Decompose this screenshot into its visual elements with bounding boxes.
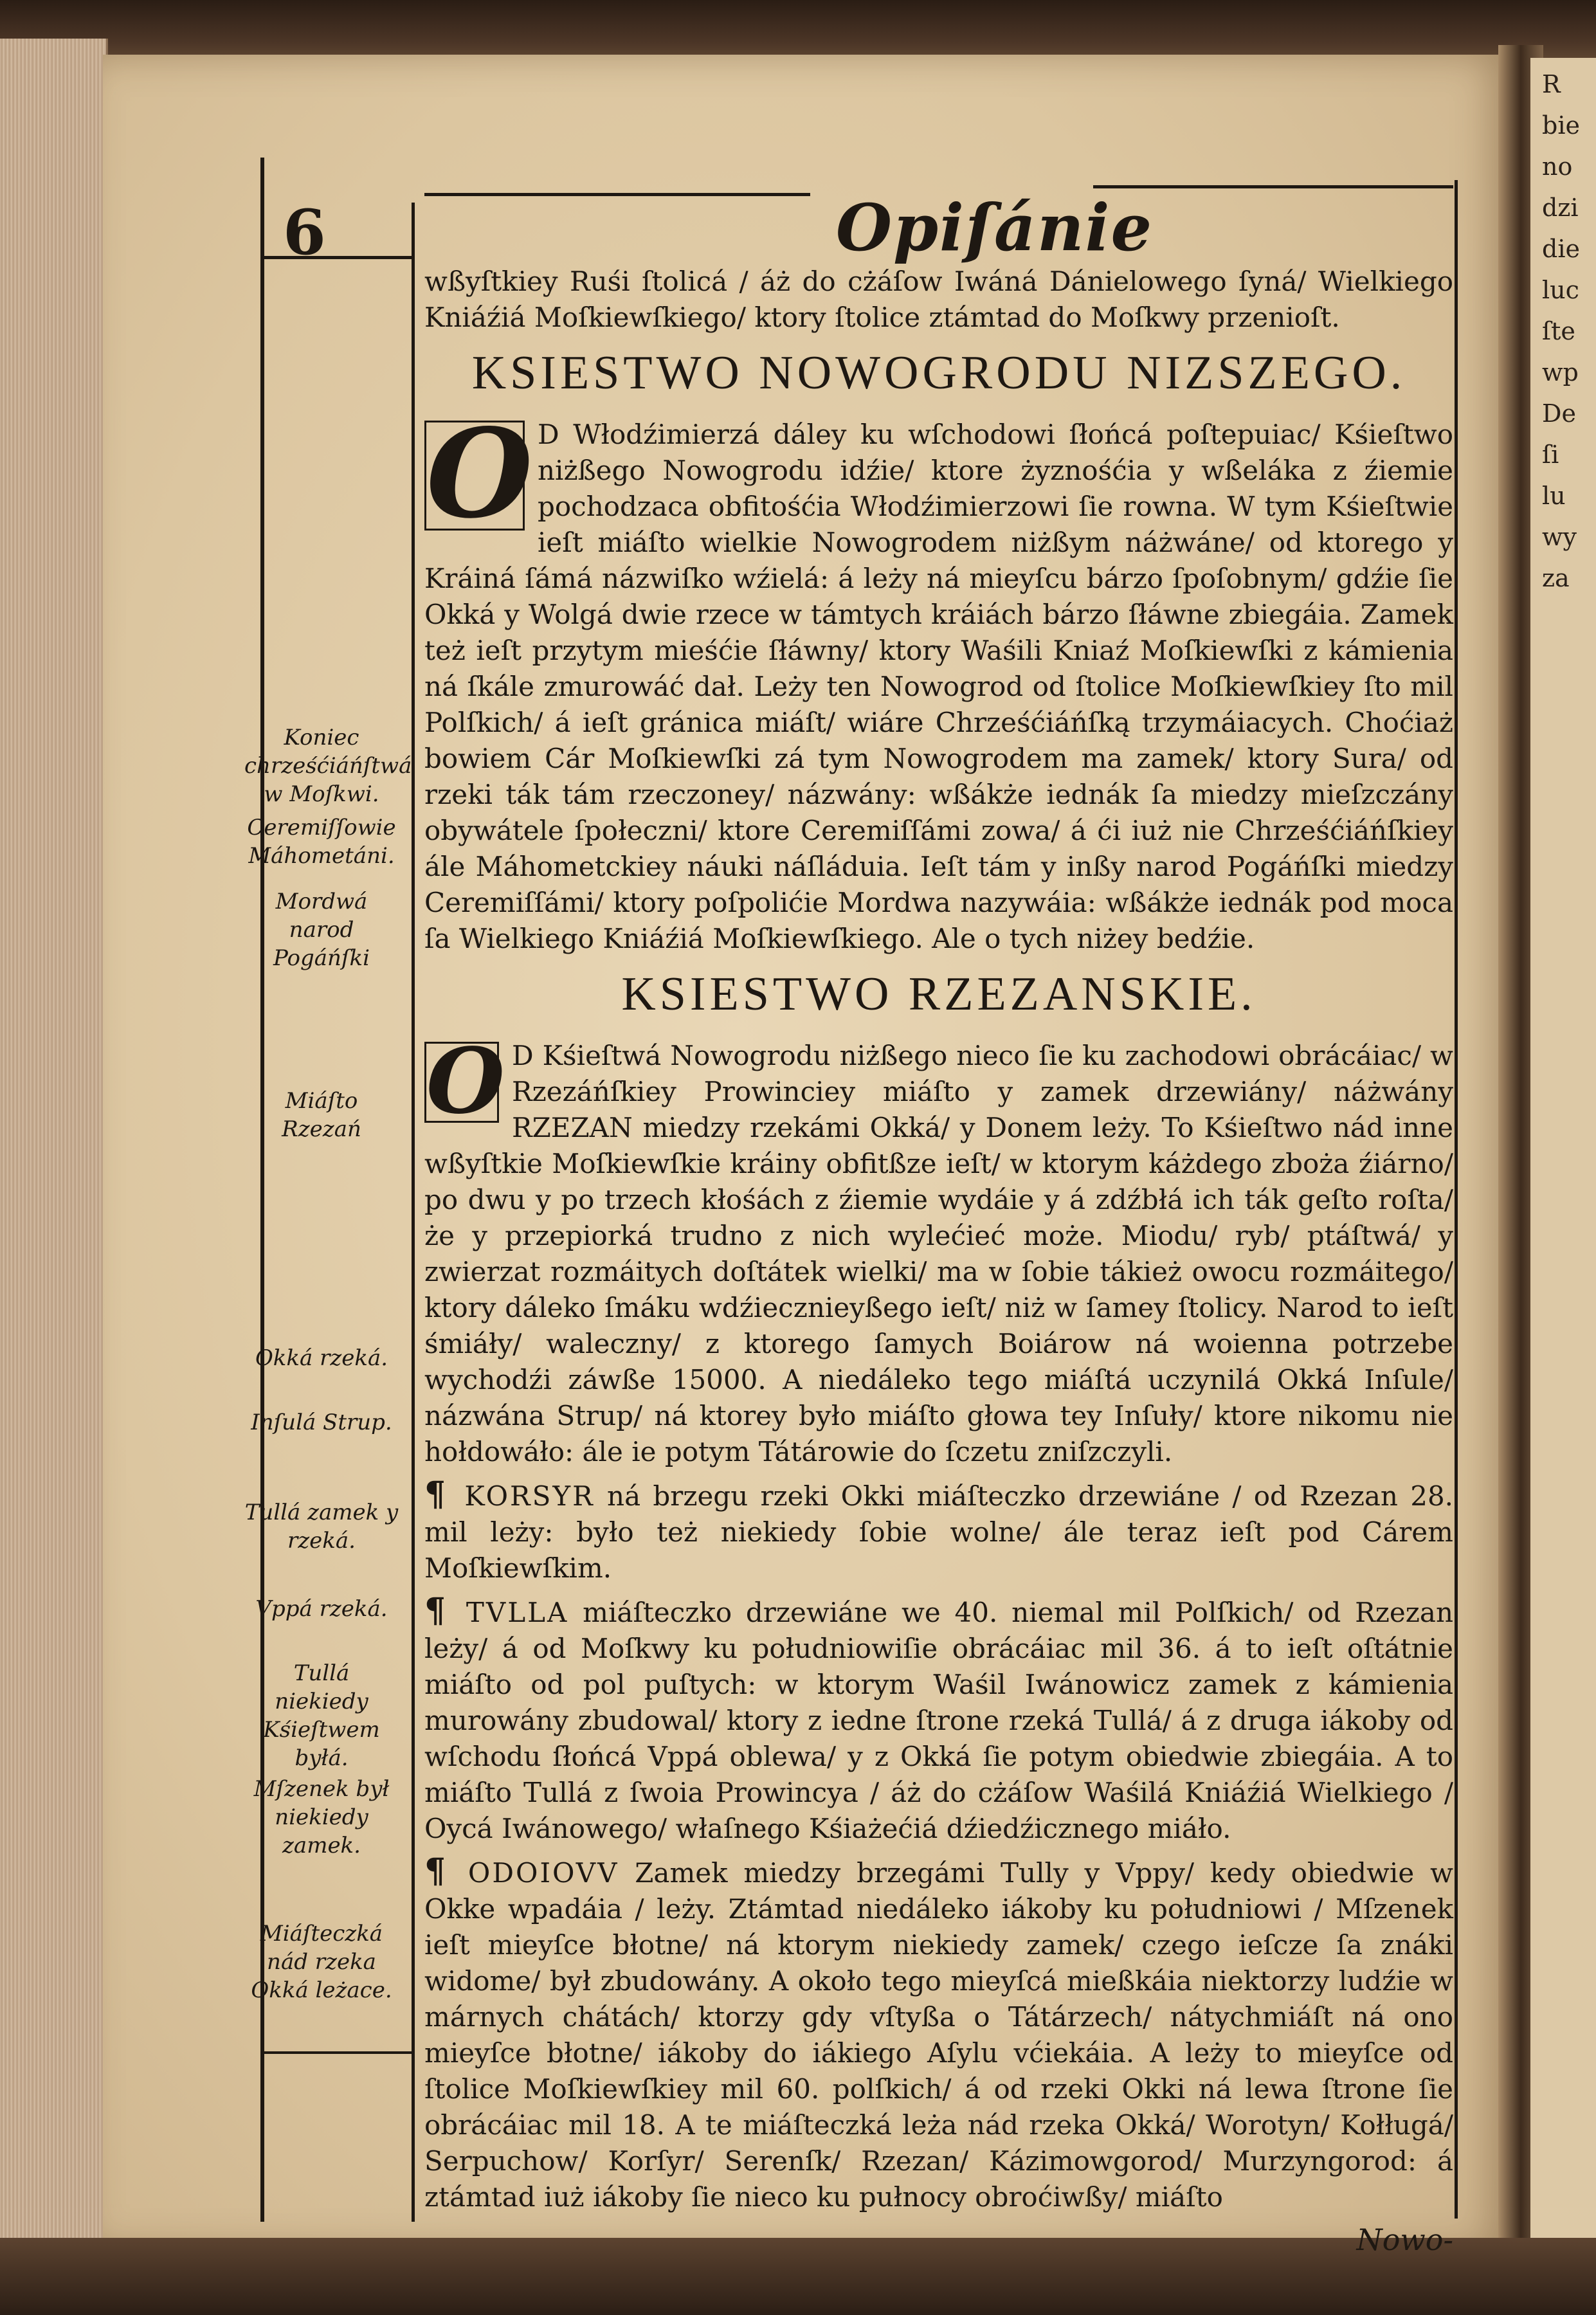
paragraph-text: D Kśieſtwá Nowogrodu niżßego nieco ſie ku zachodowi obrácáiac/ w Rzezáńſkiey Prowinciey miáſto y zamek drzewiány/ náżwány RZEZAN miedzy rzekámi Okká/ y Donem leży. To Kśieſtwo nád inne wßyſtkie Moſkiewſkie kráiny obfitßze ieſt/ w ktorym káżdego zboża źiárno/ po dwu y po trzech kłośách z źiemie wydáie y á zdźbłá ich ták geſto roſta/ że y przepiorká trudno z nich wylećieć może. Miodu/ ryb/ ptáſtwá/ y zwierzat rozmáitych doſtátek wielki/ ma w ſobie tákież owocu rozmáitego/ ktory dáleko ſmáku wdźiecznieyßego ieſt/ niż w ſamey ſtolicy. Narod to ieſt śmiáły/ waleczny/ z ktorego ſamych Boiárow ná woienna potrzebe wychodźi záwße 15000. A niedáleko tego miáſtá uczynilá Okká Inſule/ názwána Strup/ ná ktorey było miáſto głowa tey Inſuły/ ktore nikomu nie hołdowáło: ále ie potym Tátárowie do ſczetu zniſzczyli. (424, 1040, 1453, 1467)
pilcrow-icon: ¶ (424, 1851, 446, 1891)
next-page-fragment: luc (1542, 276, 1579, 304)
next-page-fragment: De (1542, 399, 1576, 428)
page-number: 6 (283, 196, 326, 269)
pilcrow-icon: ¶ (424, 1475, 446, 1514)
margin-note: Tullá zamek y rzeká. (244, 1500, 399, 1554)
paragraph-rzezan (424, 1029, 1453, 1470)
next-page-fragment: no (1542, 152, 1573, 181)
header-rule-top (424, 193, 810, 196)
paragraph-tulla (424, 1593, 1453, 1847)
margin-note: Okká rzeká. (255, 1345, 388, 1371)
catchword: Nowo- (1356, 2222, 1453, 2257)
main-text-column (424, 264, 1453, 2258)
next-page-fragment: wy (1542, 523, 1577, 551)
place-name: ODOIOVV (467, 1857, 619, 1889)
next-page-fragment: wp (1542, 358, 1579, 386)
place-name: TVLLA (466, 1597, 569, 1628)
margin-foot-rule (264, 2051, 412, 2054)
next-page-fragment: bie (1542, 111, 1580, 140)
pilcrow-icon: ¶ (424, 1591, 446, 1630)
right-frame-rule (1455, 180, 1458, 2219)
margin-note: Mordwá narod Pogáńſki (273, 889, 370, 971)
paragraph-text: D Włodźimierzá dáley ku wſchodowi ſłońcá poſtepuiac/ Kśieſtwo niżßego Nowogrodu idźie/ ktore żyznośćia y wßeláka z źiemie pochodzaca obfitośćia Włodźimierzowi ſie rowna. W tym Kśieſtwie ieſt miáſto wielkie Nowogrodem niżßym náżwáne/ od ktorego y Kráiná ſámá názwiſko wźielá: á leży ná mieyſcu bárzo ſpoſobnym/ gdźie ſie Okká y Wolgá dwie rzece w támtych kráiách bárzo ſłáwne zbiegáia. Zamek też ieſt przytym mieśćie ſłáwny/ ktory Waśili Kniaź Moſkiewſki z kámienia ná ſkále zmurowáć dał. Leży ten Nowogrod od ſtolice Moſkiewſkiey ſto mil Polſkich/ á ieſt gránica miáſt/ wiáre Chrześćiáńſką trzymáiacych. Choćiaż bowiem Cár Moſkiewſki zá tym Nowogrodem ma zamek/ ktory Sura/ od rzeki ták tám rzeczoney/ názwány: wßákże iednák ſa miedzy mieſzczány obywátele ſpołeczni/ ktore Ceremiſſámi zowa/ á ći iuż nie Chrześćiáńſkiey ále Máhometckiey náuki náſláduia. Ieſt tám y inßy narod Pogáńſki miedzy Ceremiſſámi/ ktory poſpolićie Mordwa nazywáia: wßákże iednák pod moca ſa Wielkiego Kniáźiá Moſkiewſkiego. Ale o tych niżey bedźie. (424, 419, 1453, 954)
next-page-fragment: die (1542, 235, 1580, 263)
next-page-fragment: dzi (1542, 194, 1579, 222)
margin-note: Tullá niekiedy Kśieſtwem byłá. (263, 1660, 380, 1771)
page-edges (0, 39, 108, 2244)
dropcap-initial: O (424, 1042, 499, 1123)
column-divider-rule (412, 203, 415, 2222)
paragraph-odoiovv (424, 1853, 1453, 2215)
left-frame-rule (260, 158, 264, 2222)
next-page-fragment: ſte (1542, 317, 1575, 345)
margin-note: Mſzenek był niekiedy zamek. (253, 1776, 390, 1858)
margin-note: Koniec chrześćiáńſtwá w Moſkwi. (244, 725, 412, 807)
running-title: Opiſánie (836, 190, 1154, 266)
paragraph-text: ná brzegu rzeki Okki miáſteczko drzewiáne / od Rzezan 28. mil leży: było też niekiedy ſobie wolne/ ále teraz ieſt pod Cárem Moſkiewſkim. (424, 1480, 1454, 1584)
right-page-fragment (1530, 58, 1596, 2244)
next-page-fragment: za (1542, 564, 1570, 592)
margin-note: Ceremiſſowie Máhometáni. (247, 815, 396, 869)
opening-paragraph: wßyſtkiey Ruśi ſtolicá / áż do cżáſow Iwáná Dánielowego ſyná/ Wielkiego Kniáźiá Moſkiewſkiego/ ktory ſtolice ztámtad do Moſkwy przenioſt. (424, 266, 1453, 333)
paragraph-nowogrod (424, 402, 1453, 957)
next-page-fragment: lu (1542, 482, 1566, 510)
margin-note: Inſulá Strup. (251, 1410, 392, 1435)
header-rule-right (1093, 185, 1453, 188)
paragraph-text: miáſteczko drzewiáne we 40. niemal mil Polſkich/ od Rzezan leży/ á od Moſkwy ku południowiſie obrácáiac mil 36. á to ieſt oſtátnie miáſto od pol puſtych: w ktorym Waśil Iwánowicz zamek z kámienia murowány zbudowal/ ktory z iedne ſtrone rzeká Tullá/ á z druga iákoby od wſchodu ſłońcá Vppá oblewa/ y z Okká ſie potym obiedwie zbiegáia. A to miáſto Tullá z ſwoia Prowincya / áż do cżáſow Waśilá Kniáźiá Wielkiego / Oycá Iwánowego/ właſnego Kśiażećiá dźiedźicznego miáło. (424, 1597, 1453, 1844)
margin-note: Vppá rzeká. (255, 1596, 388, 1622)
dropcap-initial: O (424, 421, 525, 531)
place-name: KORSYR (464, 1480, 595, 1512)
next-page-fragment: R (1542, 70, 1561, 98)
margin-note: Miáſto Rzezań (282, 1088, 361, 1142)
paragraph-korsyr (424, 1476, 1453, 1586)
section-heading-rzezan: KSIESTWO RZEZANSKIE. (621, 968, 1256, 1021)
section-heading-nowogrod: KSIESTWO NOWOGRODU NIZSZEGO. (471, 347, 1406, 399)
paragraph-text: Zamek miedzy brzegámi Tully y Vppy/ kedy obiedwie w Okke wpadáia / leży. Ztámtad niedáleko iákoby ku południowi / Mſzenek ieſt mieyſce błotne/ ná ktorym niekiedy zamek/ czego ieſcze ſa znáki widome/ był zbudowány. A około tego mieyſcá mießkáia niektorzy ludźie w márnych chátách/ ktorzy gdy vſtyßa o Tátárzech/ nátychmiáſt ná ono mieyſce błotne/ iákoby do iákiego Aſylu vćiekáia. A leży to mieyſce od ſtolice Moſkiewſkiey mil 60. polſkich/ á od rzeki Okki ná lewa ſtrone ſie obrácáiac mil 18. A te miáſteczká leża nád rzeka Okká/ Worotyn/ Kołługá/ Serpuchow/ Korſyr/ Serenſk/ Rzezan/ Kázimowgorod/ Murzyngorod: á ztámtad iuż iákoby ſie nieco ku pułnocy obroćiwßy/ miáſto (424, 1857, 1453, 2213)
next-page-fragment: ſi (1542, 440, 1559, 469)
margin-note: Miáſteczká nád rzeka Okká leżace. (251, 1921, 392, 2003)
